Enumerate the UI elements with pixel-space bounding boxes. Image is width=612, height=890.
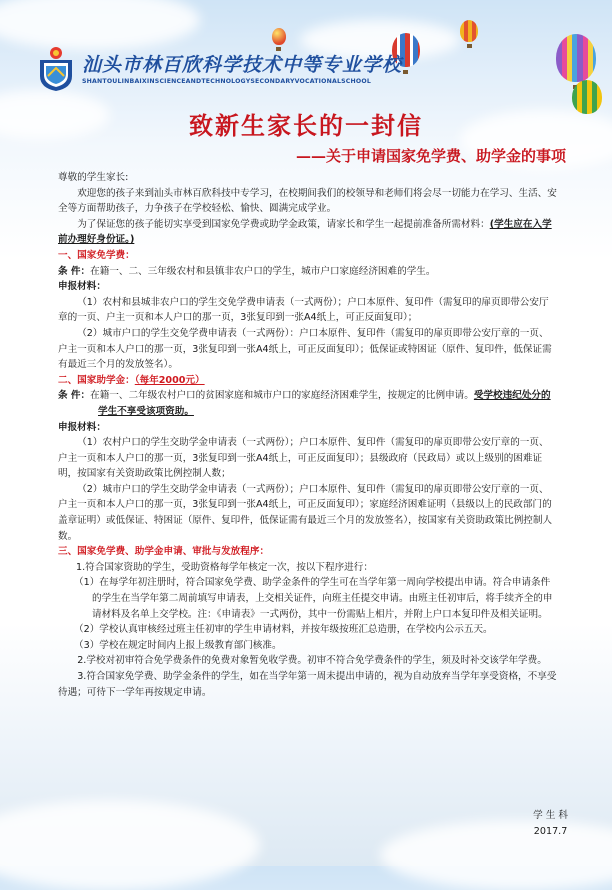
- section-1-material-2: （2）城市户口的学生交免学费申请表（一式两份）：户口本原件、复印件（需复印的扉页即带公安厅章的一页、户主一页和本人户口的那一页，3张复印到一张A4纸上，可正反面复印）；低保证或特困证（原件、复印件，低保证需有最近三个月的发放签名）。: [58, 327, 552, 371]
- section-2-material-1: （1）农村户口的学生交助学金申请表（一式两份）；户口本原件、复印件（需复印的扉页即带公安厅章的一页、户主一页和本人户口的那一页，3张复印到一张A4纸上，可正反面复印）；县级政府（民政局）或以上级别的困难证明，按国家有关资助政策比例控制人数；: [58, 437, 549, 480]
- intro-paragraph: 欢迎您的孩子来到汕头市林百欣科技中专学习，在校期间我们的校领导和老师们将会尽一切能力在学习、生活、安全等方面帮助孩子，力争孩子在学校轻松、愉快、圆满完成学业。: [58, 187, 557, 215]
- section-3-step-1-3: （3）学校在规定时间内上报上级教育部门核准。: [74, 639, 282, 651]
- school-name-cn: 汕头市林百欣科学技术中等专业学校: [82, 54, 403, 76]
- section-2-title-text: 二、国家助学金：: [58, 374, 135, 386]
- section-2-condition: [58, 388, 558, 419]
- condition-text: 在籍一、二、三年级农村和县镇非农户口的学生，城市户口家庭经济困难的学生。: [90, 265, 436, 277]
- hot-air-balloon-icon: [460, 20, 478, 42]
- balloon-basket: [467, 44, 472, 48]
- section-3-step-1-1: （1）在每学年初注册时，符合国家免学费、助学金条件的学生可在当学年第一周向学校提出申请。符合申请条件的学生在当学年第二周前填写申请表，上交相关证件，向班主任提交申请。由班主任初审后，将手续齐全的申请材料及名单上交学校。注：《申请表》一式两份，其中一份需贴上相片，并附上户口本复印件及相关证明。: [74, 577, 553, 620]
- greeting: 尊敬的学生家长:: [58, 172, 129, 183]
- section-3-step-1: 1.符合国家资助的学生，受助资格每学年核定一次，按以下程序进行：: [76, 561, 373, 573]
- cloud: [380, 820, 612, 890]
- condition-text: 在籍一、二年级农村户口的贫困家庭和城市户口的家庭经济困难学生，按规定的比例申请。: [90, 390, 474, 402]
- section-1-title: 一、国家免学费：: [58, 249, 135, 261]
- intro-paragraph-2: [58, 217, 558, 248]
- section-1-material-1: （1）农村和县城非农户口的学生交免学费申请表（一式两份）；户口本原件、复印件（需复印的扉页即带公安厅章的一页、户主一页和本人户口的那一页，3张复印到一张A4纸上，可正反面复印）；: [58, 296, 549, 324]
- page-subtitle: ——关于申请国家免学费、助学金的事项: [295, 147, 566, 165]
- date: 2017.7: [533, 826, 568, 837]
- section-1-condition: [58, 264, 558, 280]
- section-2-materials-label: 申报材料：: [58, 421, 106, 433]
- section-3-step-1-2: （2）学校认真审核经过班主任初审的学生申请材料，并按年级按班汇总造册，在学校内公示五天。: [74, 624, 493, 636]
- id-card-note: (学生应在入学前办理好身份证。): [58, 218, 552, 246]
- school-header: [36, 42, 416, 98]
- section-1-materials-label: 申报材料：: [58, 281, 106, 293]
- section-2-amount: （每年2000元）: [134, 374, 205, 386]
- section-3-title: 三、国家免学费、助学金申请、审批与发放程序：: [58, 546, 270, 558]
- page-title: 致新生家长的一封信: [189, 111, 423, 140]
- hot-air-balloon-icon: [556, 34, 596, 82]
- school-crest-icon: [36, 46, 76, 92]
- condition-label: 条 件：: [58, 390, 91, 402]
- section-3-step-3: 3.符合国家免学费、助学金条件的学生，如在当学年第一周未提出申请的，视为自动放弃当学年享受资格，不享受待遇；可待下一学年再按规定申请。: [58, 671, 557, 698]
- signature-block: [533, 808, 568, 840]
- school-name-en: SHANTOULINBAIXINSCIENCEANDTECHNOLOGYSECONDARYVOCATIONALSCHOOL: [82, 78, 371, 85]
- signature: 学 生 科: [533, 810, 568, 821]
- letter-body: [58, 170, 558, 700]
- condition-label: 条 件：: [58, 265, 91, 277]
- section-2-title: [58, 373, 558, 389]
- section-2-material-2: （2）城市户口的学生交助学金申请表（一式两份）；户口本原件、复印件（需复印的扉页即带公安厅章的一页、户主一页和本人户口的那一页，3张复印到一张A4纸上，可正反面复印）；家庭经济困难证明（县级以上的民政部门的盖章证明）或低保证、特困证（原件、复印件，低保证需有最近三个月的发放签名），按国家有关资助政策比例控制人数。: [58, 483, 553, 542]
- cloud: [0, 800, 260, 890]
- intro-2-text: 为了保证您的孩子能切实享受到国家免学费或助学金政策，请家长和学生一起提前准备所需材料：: [77, 218, 490, 230]
- condition-warning: 受学校违纪处分的学生不享受该项资助。: [98, 390, 551, 417]
- section-3-step-2: 2.学校对初审符合免学费条件的免费对象暂免收学费。初审不符合免学费条件的学生，须及时补交该学年学费。: [77, 655, 547, 667]
